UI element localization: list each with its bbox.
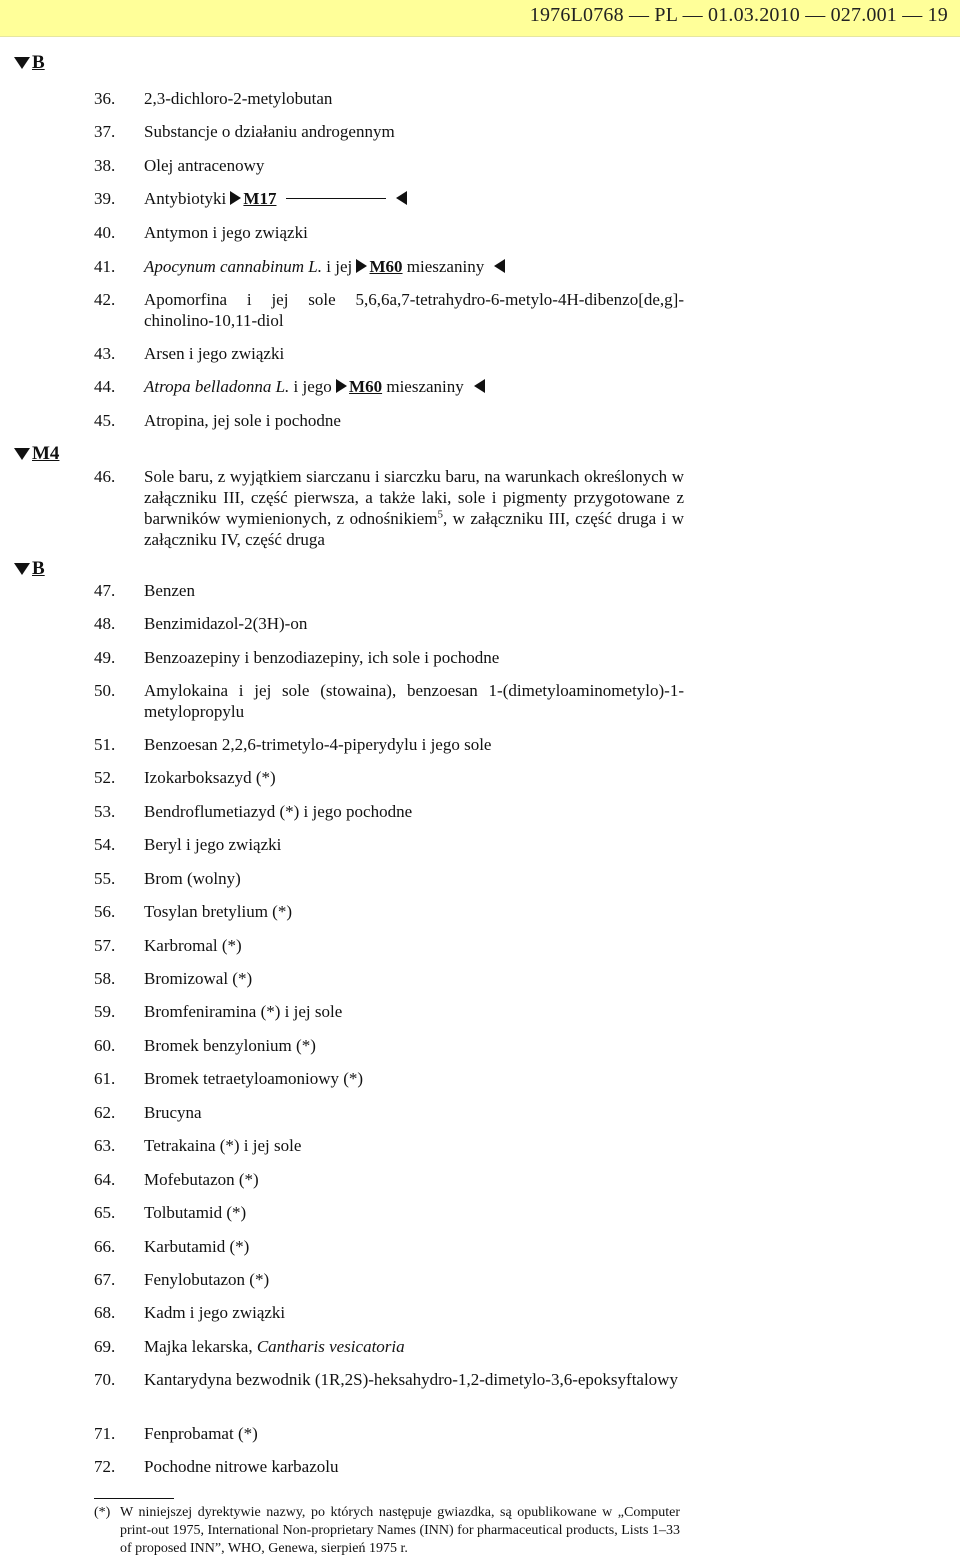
list-item: 65. Tolbutamid (*) xyxy=(94,1203,247,1222)
list-item: 61. Bromek tetraetyloamoniowy (*) xyxy=(94,1069,364,1088)
list-item: 44. Atropa belladonna L. i jego M60 mieszaniny xyxy=(94,376,684,397)
triangle-left-icon xyxy=(494,259,505,273)
page-header xyxy=(0,0,960,37)
list-item: 70. Kantarydyna bezwodnik (1R,2S)-heksahydro-1,2-dimetylo-3,6-epoksyftalowy xyxy=(94,1370,678,1389)
list-item: 48. Benzimidazol-2(3H)-on xyxy=(94,614,308,633)
list-item: 69. Majka lekarska, Cantharis vesicatoria xyxy=(94,1337,405,1356)
list-item: 46. Sole baru, z wyjątkiem siarczanu i siarczku baru, na warunkach określonych w załączniku III, część pierwsza, a także laki, sole i pigmenty przygotowane z barwników wymienionych, z odnośnikiem$^5$, w załączniku III, część druga i w załączniku IV, część druga xyxy=(94,467,684,549)
footnote-divider xyxy=(94,1498,174,1499)
list-item: 38. Olej antracenowy xyxy=(94,156,265,175)
footnote-mark: (*) xyxy=(94,1505,111,1520)
list-item: 63. Tetrakaina (*) i jej sole xyxy=(94,1136,302,1155)
list-item: 62. Brucyna xyxy=(94,1103,202,1122)
footnote xyxy=(94,1504,680,1558)
list-item: 43. Arsen i jego związki xyxy=(94,344,285,363)
triangle-left-icon xyxy=(474,379,485,393)
list-item: 57. Karbromal (*) xyxy=(94,936,242,955)
list-item: 53. Bendroflumetiazyd (*) i jego pochodne xyxy=(94,802,413,821)
triangle-down-icon xyxy=(14,563,30,575)
list-item: 45. Atropina, jej sole i pochodne xyxy=(94,411,341,430)
list-item: 50. Amylokaina i jej sole (stowaina), benzoesan 1-(dimetyloaminometylo)-1-metylopropylu xyxy=(94,681,684,721)
list-item: 49. Benzoazepiny i benzodiazepiny, ich sole i pochodne xyxy=(94,648,500,667)
list-item: 58. Bromizowal (*) xyxy=(94,969,253,988)
triangle-right-icon xyxy=(336,379,347,393)
triangle-right-icon xyxy=(230,191,241,205)
deleted-text-rule xyxy=(286,198,386,199)
list-item: 67. Fenylobutazon (*) xyxy=(94,1270,270,1289)
list-item: 56. Tosylan bretylium (*) xyxy=(94,902,293,921)
list-item: 71. Fenprobamat (*) xyxy=(94,1424,258,1443)
list-item: 54. Beryl i jego związki xyxy=(94,835,282,854)
document-reference: 1976L0768 — PL — 01.03.2010 — 027.001 — 19 xyxy=(529,4,948,26)
amendment-reference: M17 xyxy=(230,189,276,208)
amendment-marker-b: B xyxy=(14,558,45,580)
list-item: 55. Brom (wolny) xyxy=(94,869,241,888)
triangle-right-icon xyxy=(356,259,367,273)
list-item: 47. Benzen xyxy=(94,581,195,600)
list-item: 60. Bromek benzylonium (*) xyxy=(94,1036,316,1055)
list-item: 52. Izokarboksazyd (*) xyxy=(94,768,276,787)
amendment-marker-b: B xyxy=(14,52,45,74)
triangle-down-icon xyxy=(14,57,30,69)
triangle-left-icon xyxy=(396,191,407,205)
footnote-text: W niniejszej dyrektywie nazwy, po których następuje gwiazdka, są opublikowane w „Computer print-out 1975, International Non-proprietary Names (INN) for pharmaceutical products, Lists 1–33 of proposed INN”, WHO, Genewa, sierpień 1975 r. xyxy=(120,1505,680,1556)
list-item: 66. Karbutamid (*) xyxy=(94,1237,250,1256)
triangle-down-icon xyxy=(14,448,30,460)
list-item: 68. Kadm i jego związki xyxy=(94,1303,286,1322)
list-item: 51. Benzoesan 2,2,6-trimetylo-4-piperydylu i jego sole xyxy=(94,735,492,754)
list-item: 36. 2,3-dichloro-2-metylobutan xyxy=(94,89,333,108)
amendment-marker-m4: M4 xyxy=(14,443,59,465)
list-item: 41. Apocynum cannabinum L. i jej M60 mieszaniny xyxy=(94,256,684,277)
list-item: 59. Bromfeniramina (*) i jej sole xyxy=(94,1002,343,1021)
list-item: 64. Mofebutazon (*) xyxy=(94,1170,259,1189)
amendment-reference: M60 xyxy=(356,257,402,276)
list-item: 39. Antybiotyki M17 xyxy=(94,188,684,209)
list-item: 40. Antymon i jego związki xyxy=(94,223,308,242)
amendment-reference: M60 xyxy=(336,377,382,396)
list-item: 72. Pochodne nitrowe karbazolu xyxy=(94,1457,339,1476)
list-item: 42. Apomorfina i jej sole 5,6,6a,7-tetrahydro-6-metylo-4H-dibenzo[de,g]-chinolino-10,11-diol xyxy=(94,290,684,330)
list-item: 37. Substancje o działaniu androgennym xyxy=(94,122,395,141)
